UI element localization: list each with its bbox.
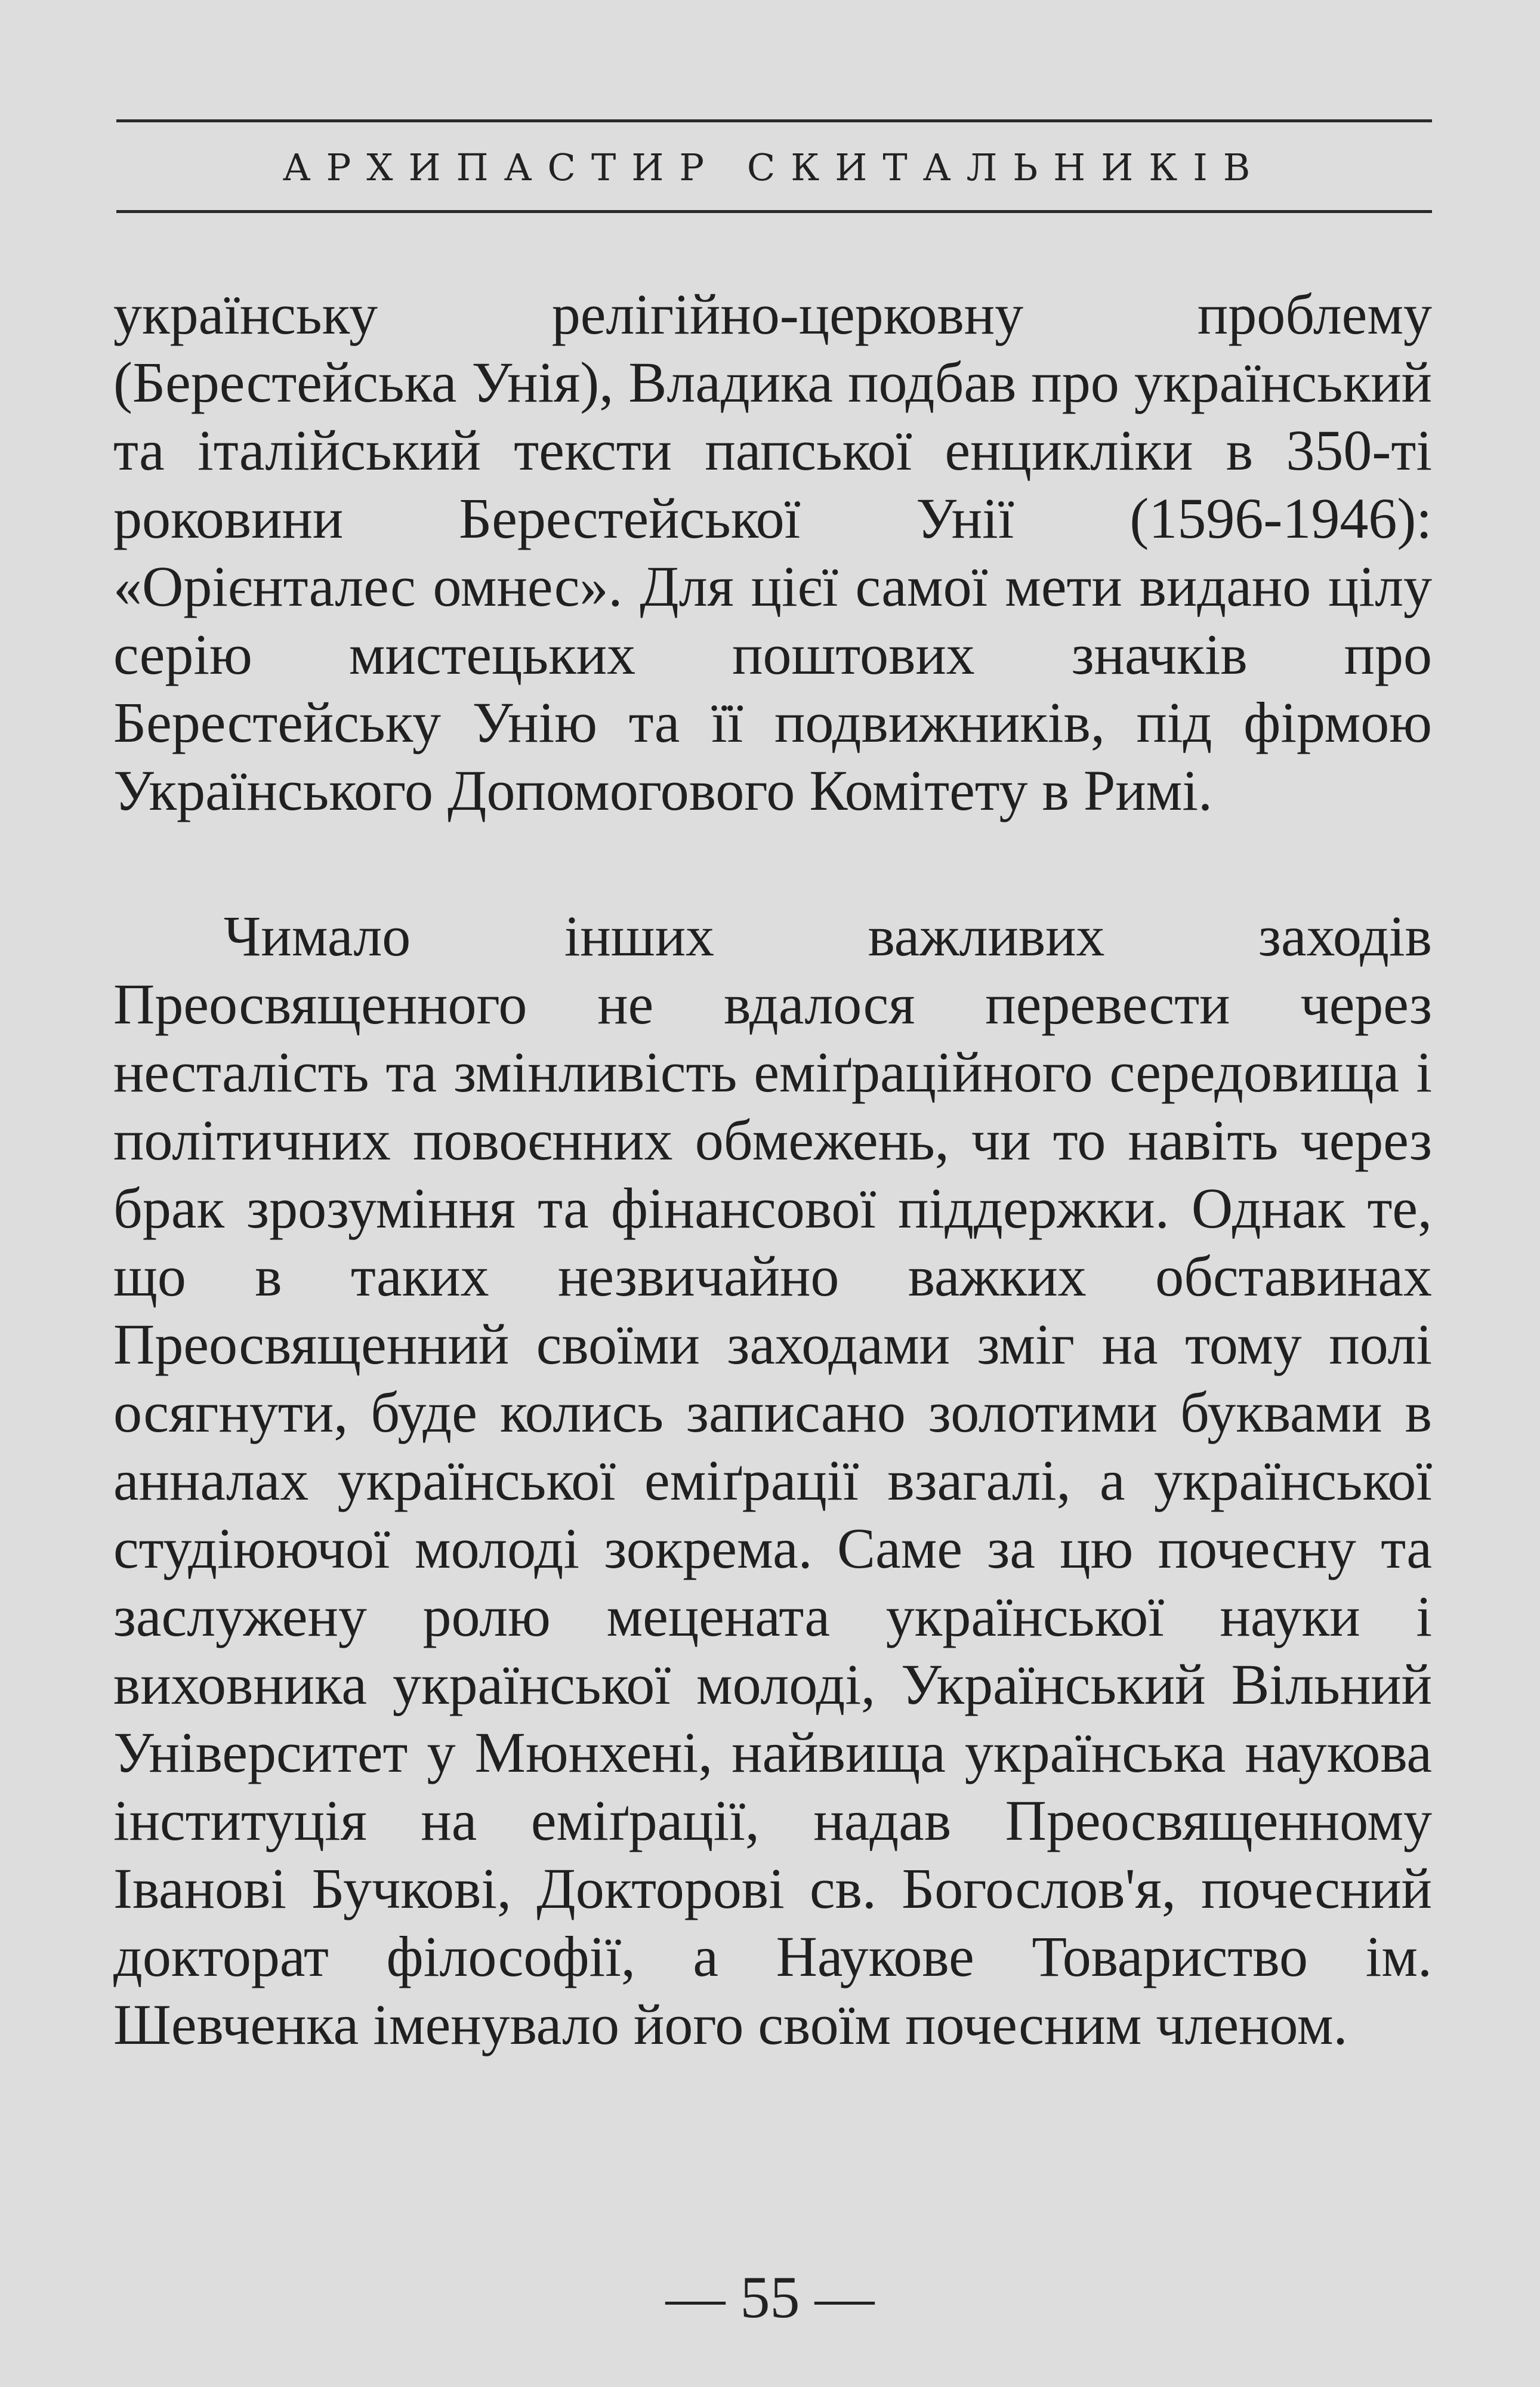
running-head-title: АРХИПАСТИР СКИТАЛЬНИКІВ	[282, 146, 1266, 189]
paragraph-2: Чимало інших важливих заходів Преосвященного не вдалося перевести через несталість та змінливість еміґраційного середовища і політичних повоєнних обмежень, чи то навіть через брак зрозуміння та фінансової піддержки. Однак те, що в таких незвичайно важких обставинах Преосвященний своїми заходами зміг на тому полі осягнути, буде колись записано золотими буквами в анналах української еміґрації взагалі, а української студіюючої молоді зокрема. Саме за цю почесну та заслужену ролю мецената української науки і виховника української молоді, Український Вільний Університет у Мюнхені, найвища українська наукова інституція на еміґрації, надав Преосвященному Іванові Бучкові, Докторові св. Богослов'я, почесний докторат філософії, а Наукове Товариство ім. Шевченка іменувало його своїм почесним членом.	[113, 904, 1432, 2056]
body-text	[113, 280, 1432, 2059]
header-top-rule	[116, 119, 1432, 122]
paragraph-1: українську релігійно-церковну проблему (Берестейська Унія), Владика подбав про український та італійський тексти папської енцикліки в 350-ті роковини Берестейської Унії (1596-1946): «Орієнталес омнес». Для цієї самої мети видано цілу серію мистецьких поштових значків про Берестейську Унію та її подвижників, під фірмою Українського Допомогового Комітету в Римі.	[113, 282, 1432, 822]
header-bottom-rule	[116, 210, 1432, 213]
page-number: — 55 —	[665, 2264, 875, 2330]
